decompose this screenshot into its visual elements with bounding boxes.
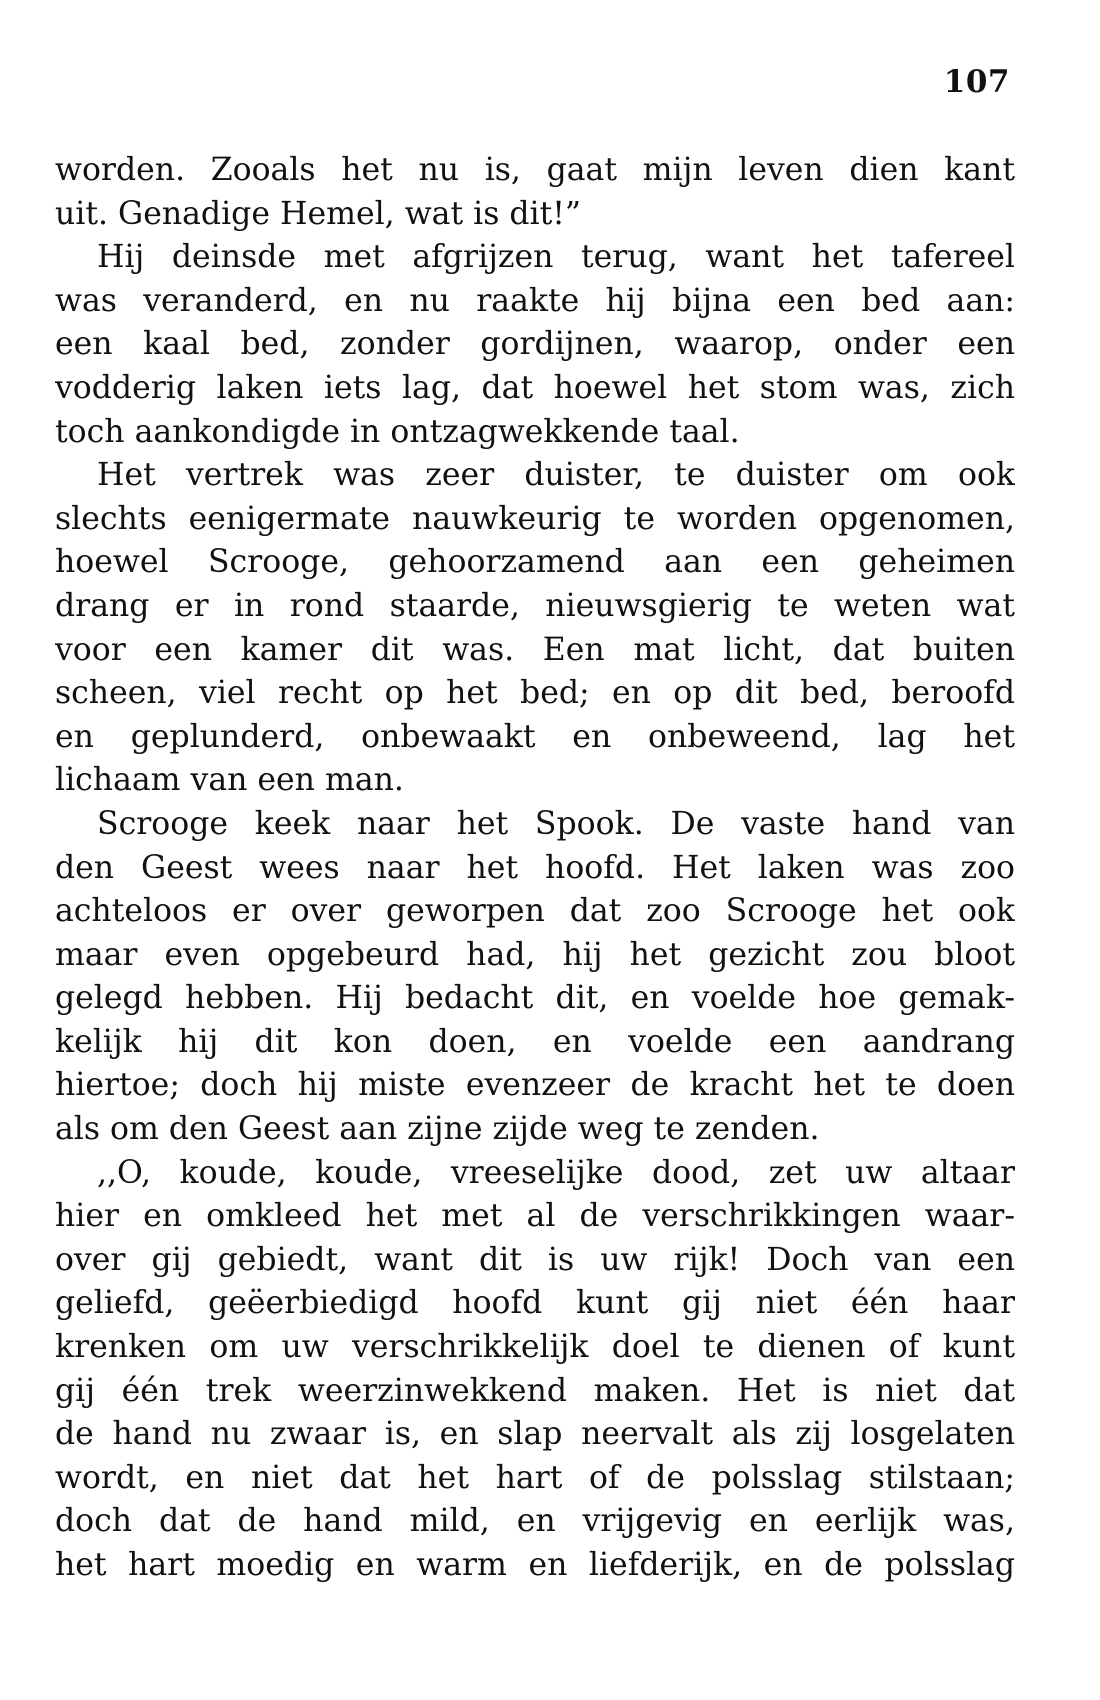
text-line: hiertoe; doch hij miste evenzeer de kracht het te doen: [55, 1067, 1015, 1104]
text-line: voor een kamer dit was. Een mat licht, dat buiten: [55, 631, 1015, 668]
text-line: Hij deinsde met afgrijzen terug, want het tafereel: [97, 239, 1015, 276]
text-line: Scrooge keek naar het Spook. De vaste hand van: [97, 805, 1015, 842]
body-text: [55, 149, 1015, 1588]
text-line: geliefd, geëerbiedigd hoofd kunt gij niet één haar: [55, 1285, 1015, 1322]
text-line: was veranderd, en nu raakte hij bijna een bed aan:: [55, 282, 1015, 319]
text-line: maar even opgebeurd had, hij het gezicht zou bloot: [55, 936, 1015, 973]
text-line: ,,O, koude, koude, vreeselijke dood, zet uw altaar: [97, 1154, 1015, 1191]
text-line: vodderig laken iets lag, dat hoewel het stom was, zich: [55, 369, 1015, 406]
text-line: gij één trek weerzinwekkend maken. Het is niet dat: [55, 1372, 1015, 1409]
text-line: hier en omkleed het met al de verschrikkingen waar-: [55, 1198, 1015, 1235]
text-line: over gij gebiedt, want dit is uw rijk! Doch van een: [55, 1241, 1015, 1278]
text-line: het hart moedig en warm en liefderijk, en de polsslag: [55, 1547, 1015, 1583]
text-line: krenken om uw verschrikkelijk doel te dienen of kunt: [55, 1329, 1015, 1366]
text-line: hoewel Scrooge, gehoorzamend aan een geheimen: [55, 544, 1015, 581]
page-number: 107: [943, 64, 1010, 100]
text-line: Het vertrek was zeer duister, te duister om ook: [97, 457, 1015, 494]
text-line: kelijk hij dit kon doen, en voelde een aandrang: [55, 1023, 1015, 1060]
text-line: doch dat de hand mild, en vrijgevig en eerlijk was,: [55, 1503, 1015, 1540]
text-line: slechts eenigermate nauwkeurig te worden opgenomen,: [55, 500, 1015, 537]
text-line: een kaal bed, zonder gordijnen, waarop, onder een: [55, 326, 1015, 363]
text-line: uit. Genadige Hemel, wat is dit!”: [55, 195, 582, 232]
text-line: worden. Zooals het nu is, gaat mijn leven dien kant: [55, 152, 1015, 188]
text-line: achteloos er over geworpen dat zoo Scrooge het ook: [55, 893, 1015, 930]
text-line: als om den Geest aan zijne zijde weg te zenden.: [55, 1111, 820, 1148]
text-line: den Geest wees naar het hoofd. Het laken was zoo: [55, 849, 1015, 886]
text-line: en geplunderd, onbewaakt en onbeweend, lag het: [55, 718, 1015, 755]
text-line: drang er in rond staarde, nieuwsgierig te weten wat: [55, 587, 1015, 624]
text-line: wordt, en niet dat het hart of de polsslag stilstaan;: [55, 1459, 1015, 1496]
text-line: toch aankondigde in ontzagwekkende taal.: [55, 413, 740, 450]
text-line: gelegd hebben. Hij bedacht dit, en voelde hoe gemak-: [55, 980, 1015, 1017]
text-line: de hand nu zwaar is, en slap neervalt als zij losgelaten: [55, 1416, 1015, 1453]
text-line: lichaam van een man.: [55, 762, 404, 799]
text-line: scheen, viel recht op het bed; en op dit bed, beroofd: [55, 675, 1015, 712]
